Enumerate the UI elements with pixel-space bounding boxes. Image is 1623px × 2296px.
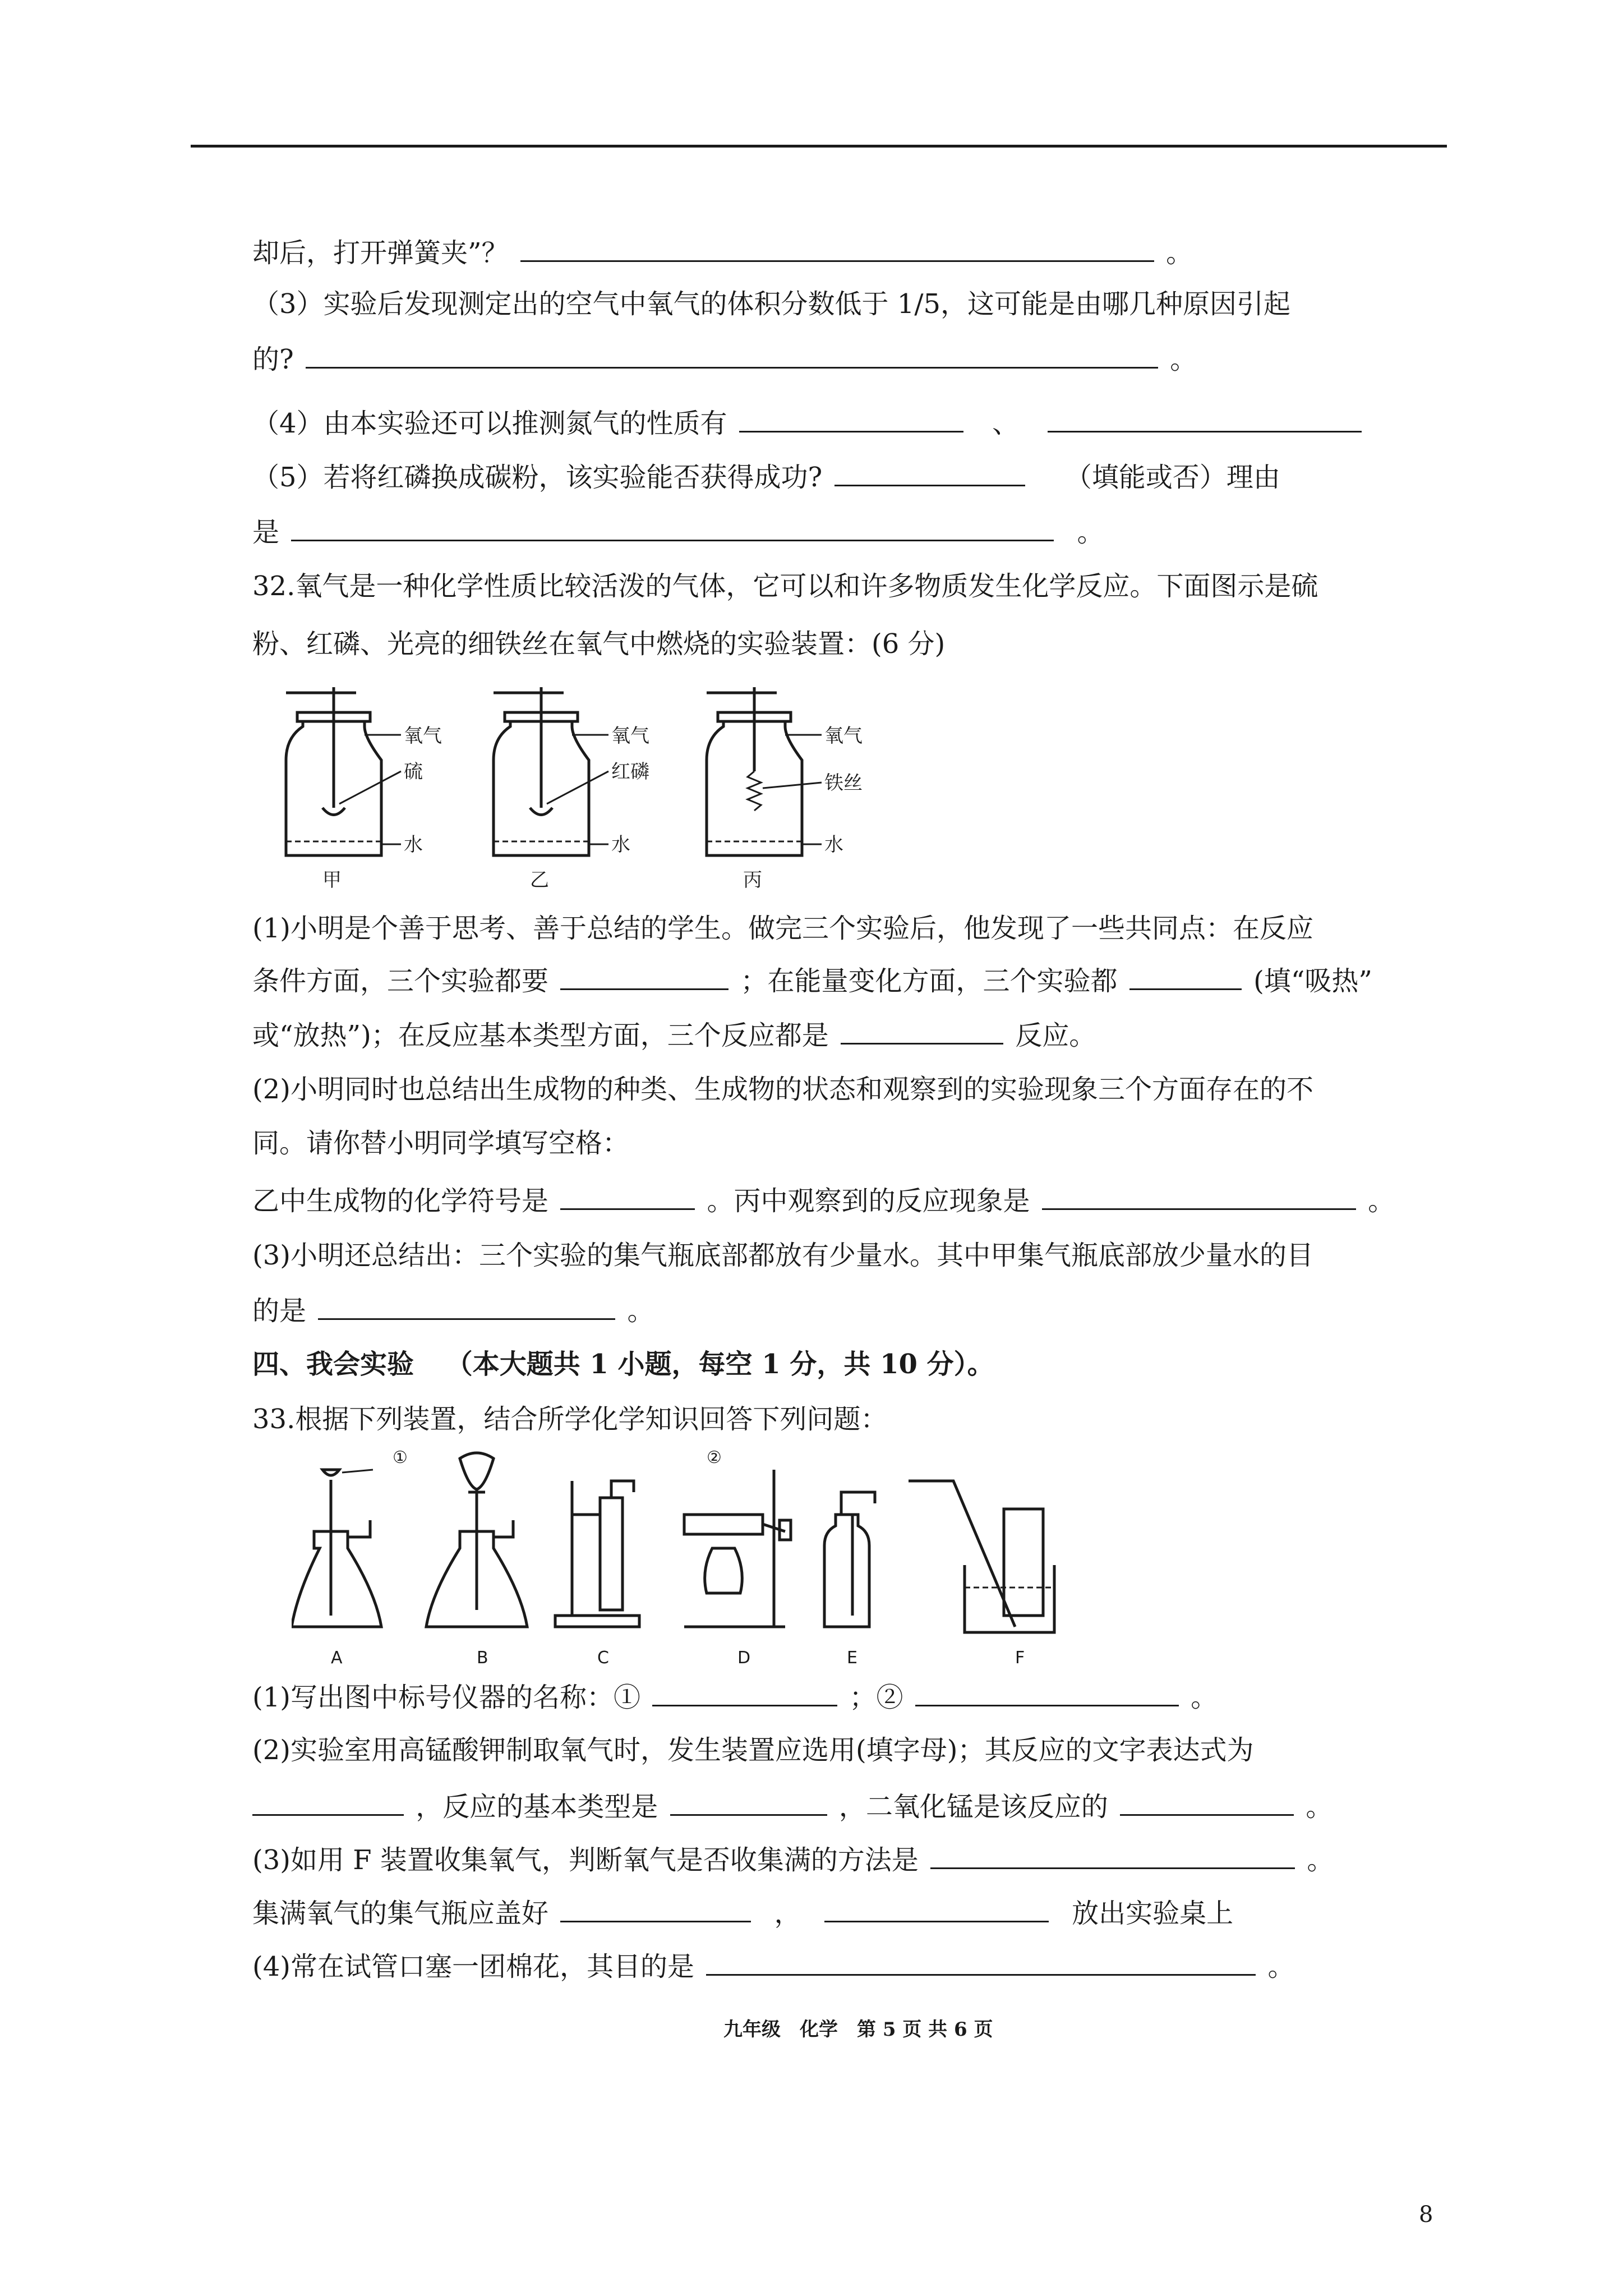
- q33-p4-text-1: (4)常在试管口塞一团棉花，其目的是: [252, 1951, 694, 1982]
- q32-p1-line-3: [252, 1018, 1096, 1052]
- q33-p3-text-3: 放出实验桌上: [1072, 1898, 1234, 1929]
- answer-blank[interactable]: [560, 1896, 751, 1922]
- q33-p3-line-2: [252, 1896, 1233, 1930]
- combustion-apparatus-figure: [269, 682, 897, 895]
- label-b: B: [477, 1648, 488, 1668]
- answer-blank[interactable]: [706, 1949, 1256, 1976]
- punct: 。: [1307, 1844, 1334, 1876]
- jar1-label-substance: 硫: [404, 761, 423, 783]
- q33-p3-text-2: 集满氧气的集气瓶应盖好: [252, 1898, 549, 1929]
- jar2-label-water: 水: [611, 834, 630, 856]
- q33-p3-line-1: [252, 1843, 1334, 1877]
- q32-p1-text-4: (填“吸热”: [1253, 965, 1372, 997]
- q32-line-2: [252, 627, 945, 661]
- q33-p4-line: [252, 1949, 1295, 1984]
- q31-text-3: 的?: [252, 344, 294, 375]
- answer-blank[interactable]: [915, 1680, 1179, 1706]
- q32-p1-text-2: 条件方面，三个实验都要: [252, 965, 549, 997]
- answer-blank[interactable]: [252, 1789, 404, 1816]
- q31-text-6: 是: [252, 517, 280, 548]
- q31-line-5: [252, 460, 1280, 494]
- jar2-label-substance: 红磷: [611, 761, 649, 783]
- jar2-label-oxygen: 氧气: [611, 725, 649, 747]
- jar1-label-water: 水: [404, 834, 423, 856]
- answer-blank[interactable]: [318, 1294, 615, 1320]
- answer-blank[interactable]: [1048, 406, 1362, 432]
- label-e: E: [847, 1648, 857, 1668]
- q32-p2-text-3: 乙中生成物的化学符号是: [252, 1185, 549, 1217]
- answer-blank[interactable]: [520, 236, 1154, 262]
- answer-blank[interactable]: [560, 964, 728, 990]
- q32-p1-text-5: 或“放热”)；在反应基本类型方面，三个反应都是: [252, 1020, 829, 1051]
- q32-text-1: 32.氧气是一种化学性质比较活泼的气体，它可以和许多物质发生化学反应。下面图示是硫: [252, 570, 1318, 602]
- q31-text-5: （5）若将红磷换成碳粉，该实验能否获得成功?: [252, 462, 823, 493]
- jar2-caption: 乙: [530, 869, 549, 891]
- mark-2: ②: [707, 1448, 722, 1467]
- punct: 。: [1077, 517, 1104, 548]
- punct: 。: [1166, 237, 1193, 269]
- label-f: F: [1015, 1648, 1025, 1668]
- answer-blank[interactable]: [652, 1680, 837, 1706]
- q32-p2-line-2: [252, 1126, 629, 1160]
- punct: 。: [1306, 1791, 1333, 1823]
- punct: 。: [1368, 1185, 1395, 1217]
- q32-p3-text-2: 的是: [252, 1295, 307, 1327]
- q32-p1-text-6: 反应。: [1015, 1020, 1096, 1051]
- q33-p2-line-2: [252, 1789, 1332, 1824]
- q33-text-1: 33.根据下列装置，结合所学化学知识回答下列问题：: [252, 1404, 888, 1435]
- q33-p1-line: [252, 1680, 1218, 1714]
- jar3-caption: 丙: [743, 869, 762, 891]
- answer-blank[interactable]: [560, 1184, 695, 1210]
- answer-blank[interactable]: [291, 515, 1054, 541]
- punct: 。: [1170, 344, 1197, 375]
- q32-p3-line-2: [252, 1294, 654, 1328]
- mark-1: ①: [393, 1448, 408, 1467]
- answer-blank[interactable]: [841, 1018, 1003, 1045]
- q33-p1-text-1: (1)写出图中标号仪器的名称：①: [252, 1682, 640, 1713]
- answer-blank[interactable]: [739, 406, 963, 432]
- q32-p2-line-1: [252, 1073, 1313, 1106]
- label-c: C: [597, 1648, 609, 1668]
- jar3-label-substance: 铁丝: [824, 772, 863, 794]
- q32-p3-text-1: (3)小明还总结出：三个实验的集气瓶底部都放有少量水。其中甲集气瓶底部放少量水的目: [252, 1240, 1313, 1271]
- q32-line-1: [252, 569, 1318, 603]
- q31-line-6: [252, 515, 1104, 549]
- label-d: D: [737, 1648, 751, 1668]
- section-4-heading: [252, 1347, 994, 1381]
- answer-blank[interactable]: [930, 1843, 1295, 1869]
- q32-p3-line-1: [252, 1239, 1313, 1272]
- page-footer: 九年级 化学 第 5 页 共 6 页: [723, 2018, 993, 2041]
- q33-line-1: [252, 1402, 887, 1436]
- answer-blank[interactable]: [1042, 1184, 1356, 1210]
- q33-p3-text-1: (3)如用 F 装置收集氧气，判断氧气是否收集满的方法是: [252, 1844, 919, 1876]
- answer-blank[interactable]: [824, 1896, 1049, 1922]
- q32-p1-line-1: [252, 912, 1313, 945]
- answer-blank[interactable]: [670, 1789, 827, 1816]
- q32-p2-line-3: [252, 1184, 1395, 1218]
- q33-p2-text-2: ，反应的基本类型是: [416, 1791, 658, 1823]
- q31-line-1: [252, 236, 1193, 270]
- q31-text-2: （3）实验后发现测定出的空气中氧气的体积分数低于 1/5，这可能是由哪几种原因引起: [252, 288, 1291, 320]
- punct: 。: [1191, 1682, 1218, 1713]
- q32-p1-text-1: (1)小明是个善于思考、善于总结的学生。做完三个实验后，他发现了一些共同点：在反应: [252, 913, 1313, 944]
- jar3-label-water: 水: [824, 834, 843, 856]
- lab-apparatus-figure: [292, 1447, 1077, 1672]
- jar1-caption: 甲: [322, 869, 342, 891]
- q31-line-3: [252, 342, 1197, 376]
- q32-p2-text-2: 同。请你替小明同学填写空格：: [252, 1128, 630, 1159]
- q31-text-5b: （填能或否）理由: [1064, 462, 1280, 493]
- q33-p2-text-3: ，二氧化锰是该反应的: [838, 1791, 1108, 1823]
- q32-text-2: 粉、红磷、光亮的细铁丝在氧气中燃烧的实验装置：(6 分): [252, 628, 946, 660]
- q33-p1-text-2: ；②: [849, 1682, 903, 1713]
- header-rule: [191, 145, 1447, 148]
- q32-p1-line-2: [252, 964, 1372, 998]
- q31-text-1: 却后，打开弹簧夹”？: [252, 237, 509, 269]
- q32-p1-text-3: ；在能量变化方面，三个实验都: [740, 965, 1118, 997]
- answer-blank[interactable]: [834, 460, 1025, 486]
- jar1-label-oxygen: 氧气: [404, 725, 442, 747]
- section-4-title: 四、我会实验: [252, 1349, 414, 1380]
- q32-p2-text-4: 。丙中观察到的反应现象是: [707, 1185, 1030, 1217]
- answer-blank[interactable]: [306, 342, 1158, 369]
- q31-text-4: （4）由本实验还可以推测氮气的性质有: [252, 408, 727, 439]
- punct: ，: [774, 1898, 801, 1929]
- q33-p2-text-1: (2)实验室用高锰酸钾制取氧气时，发生装置应选用(填字母)；其反应的文字表达式为: [252, 1734, 1254, 1766]
- punct: 。: [627, 1295, 654, 1327]
- page-number: 8: [1419, 2202, 1433, 2228]
- punct: 、: [992, 408, 1020, 439]
- section-4-note: （本大题共 1 小题，每空 1 分，共 10 分）。: [445, 1349, 994, 1380]
- q33-p2-line-1: [252, 1733, 1253, 1767]
- jar3-label-oxygen: 氧气: [824, 725, 863, 747]
- q31-line-4: [252, 406, 1365, 440]
- q31-line-2: [252, 287, 1290, 321]
- label-a: A: [331, 1648, 343, 1668]
- answer-blank[interactable]: [1129, 964, 1242, 990]
- answer-blank[interactable]: [1120, 1789, 1294, 1816]
- punct: 。: [1267, 1951, 1295, 1982]
- q32-p2-text-1: (2)小明同时也总结出生成物的种类、生成物的状态和观察到的实验现象三个方面存在的不: [252, 1074, 1313, 1105]
